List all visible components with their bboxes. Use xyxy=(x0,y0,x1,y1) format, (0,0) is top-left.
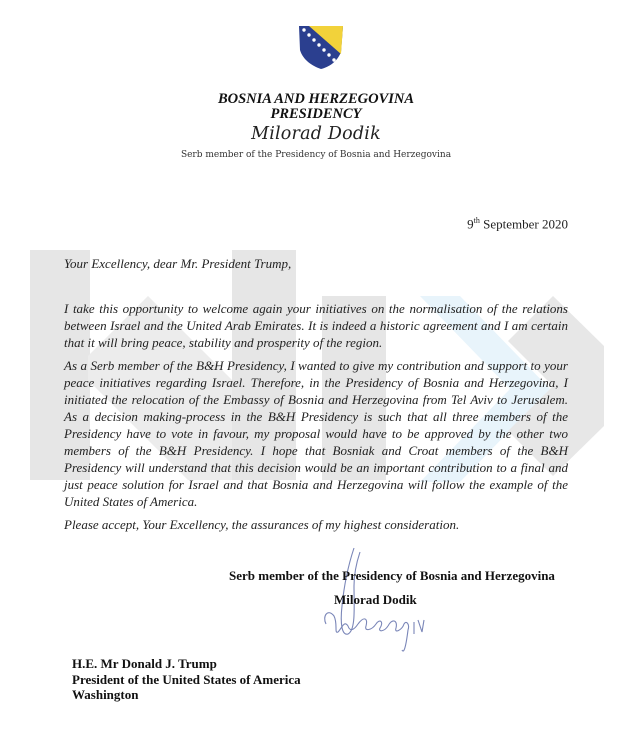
paragraph-3: Please accept, Your Excellency, the assurances of my highest consideration. xyxy=(64,517,460,532)
date-rest: September 2020 xyxy=(483,216,568,232)
addressee-line-2: President of the United States of America xyxy=(72,671,301,687)
addressee-line-3: Washington xyxy=(72,687,139,702)
date-day: 9 xyxy=(467,216,474,232)
institution-heading xyxy=(0,92,632,122)
institution-line-1: BOSNIA AND HERZEGOVINA xyxy=(217,91,415,107)
letter-body xyxy=(64,300,568,539)
signature-role: Serb member of the Presidency of Bosnia and Herzegovina xyxy=(229,568,555,583)
paragraph-1: I take this opportunity to welcome again your initiatives on the normalisation of the relations between Israel and the United Arab Emirates. It is indeed a historic agreement and I am certain that it will bring peace, stability and prosperity of the region. xyxy=(64,301,568,350)
salutation: Your Excellency, dear Mr. President Trump, xyxy=(64,256,292,271)
coat-of-arms-icon xyxy=(297,24,345,70)
letterhead-name: Milorad Dodik xyxy=(251,124,381,144)
addressee-line-1: H.E. Mr Donald J. Trump xyxy=(72,656,217,671)
signature-name: Milorad Dodik xyxy=(334,592,417,607)
letter-date xyxy=(467,216,568,232)
letterhead-role: Serb member of the Presidency of Bosnia and Herzegovina xyxy=(180,150,452,160)
paragraph-2: As a Serb member of the B&H Presidency, I wanted to give my contribution and support to your peace initiatives regarding Israel. Therefore, in the Presidency of Bosnia and Herzegovina, I initiated the relocation of the Embassy of Bosnia and Herzegovina from Tel Aviv to Jerusalem. As a decision making-process in the B&H Presidency is such that all three members of the Presidency have to vote in favour, my proposal would have to be approved by the other two members of the B&H Presidency. I hope that Bosniak and Croat members of the B&H Presidency will understand that this decision would be an important contribution to a final and just peace solution for Israel and that Bosnia and Herzegovina will follow the example of the United States of America. xyxy=(64,358,568,509)
addressee xyxy=(72,656,301,703)
institution-line-2: PRESIDENCY xyxy=(270,106,362,122)
date-suffix: th xyxy=(473,216,480,225)
